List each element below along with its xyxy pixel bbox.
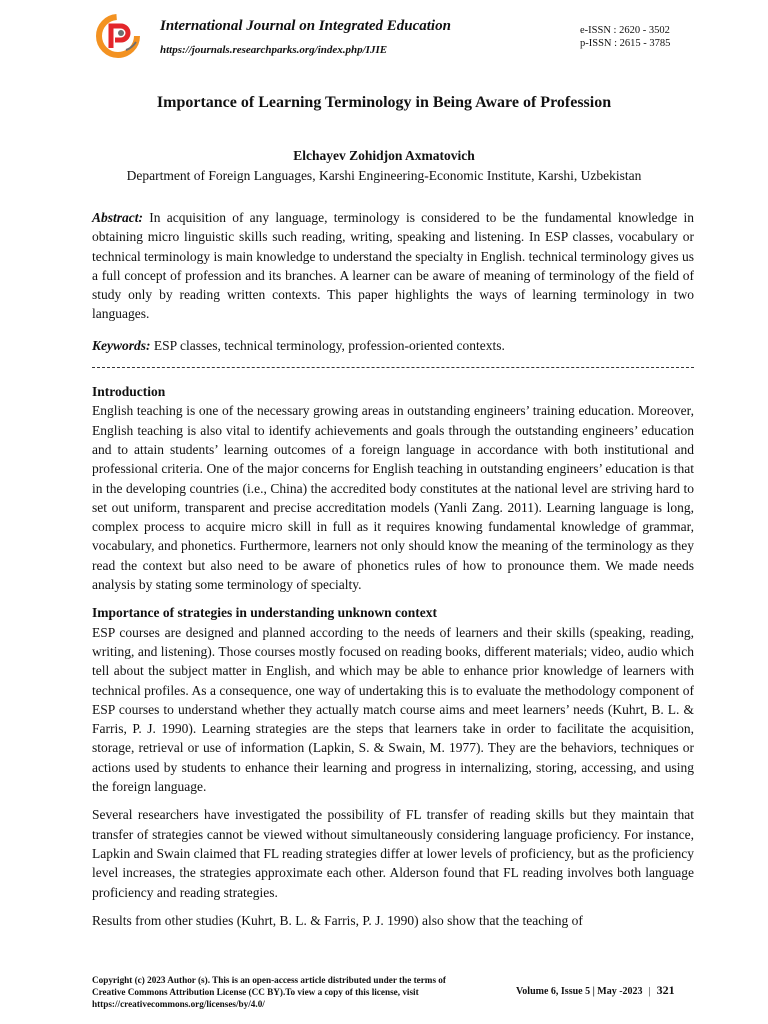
footer-separator: | xyxy=(648,986,651,997)
page-header xyxy=(0,0,768,70)
journal-url-link[interactable]: https://journals.researchparks.org/index.php/IJIE xyxy=(160,44,388,56)
keywords-label: Keywords: xyxy=(92,337,151,353)
introduction-paragraph: English teaching is one of the necessary growing areas in outstanding engineers’ training education. Moreover, English teaching is also vital to identify achievements and goals through the outstanding engineers’ education and to attain students’ learning outcomes of a foreign language in accordance with both institutional and professional criteria. One of the major concerns for English teaching in outstanding engineers’ education is that in the developing countries (i.e., China) the accredited body constitutes at the national level are striving hard to set out uniform, transparent and precise accreditation models (Yanli Zang. 2011). Learning language is long, complex process to acquire micro skill in full as it requires knowing fundamental knowledge of grammar, vocabulary, and phonetics. Furthermore, learners not only should know the meaning of the terminology as they read the context but also need to be aware of phonetics rules of how to pronounce them. We made needs analysis by stating some terminology of specialty. xyxy=(92,403,694,593)
volume-issue: Volume 6, Issue 5 | May -2023 xyxy=(516,986,643,997)
abstract-text: In acquisition of any language, terminology is considered to be the fundamental knowledge in obtaining micro linguistic skills such reading, writing, speaking and listening. In ESP classes, vocabulary or technical terminology is main knowledge to understand the specialty in English. technical terminology gives us a full concept of profession and its branches. A learner can be aware of meaning of terminology of the field of study only by reading written contexts. This paper highlights the ways of learning terminology in two languages. xyxy=(92,210,694,322)
author-name: Elchayev Zohidjon Axmatovich xyxy=(293,148,475,163)
copyright-notice: Copyright (c) 2023 Author (s). This is an open-access article distributed under the terms of Creative Commons Attribution License (CC BY).To view a copy of this license, visit https://creativecommons.org/licenses/by/4.0/ xyxy=(92,975,446,1009)
keywords xyxy=(92,336,694,355)
section-divider xyxy=(92,367,694,368)
abstract xyxy=(92,208,694,324)
journal-logo-icon xyxy=(96,14,142,60)
abstract-label: Abstract: xyxy=(92,210,144,225)
strategies-paragraph-1: ESP courses are designed and planned according to the needs of learners and their skills (speaking, reading, writing, and listening). Those courses mostly focused on reading books, different materials; video, audio which tell about the subject matter in English, and which may be able to enhance prior knowledge of learners with technical profiles. As a consequence, one way of undertaking this is to evaluate the methodology component of ESP courses to understand whether they actually match course aims and meet learners’ needs (Kuhrt, B. L. & Farris, P. J. 1990). Learning strategies are the steps that learners take in order to facilitate the acquisition, storage, retrieval or use of information (Lapkin, S. & Swain, M. 1977). They are the behaviors, techniques or actions used by students to enhance their learning and progress in internalizing, storing, accessing, and using the foreign language. xyxy=(92,624,694,795)
eissn: e-ISSN : 2620 - 3502 xyxy=(580,25,670,36)
introduction-heading: Introduction xyxy=(92,384,166,400)
author-affiliation: Department of Foreign Languages, Karshi Engineering-Economic Institute, Karshi, Uzbekistan xyxy=(126,168,642,183)
keywords-text: ESP classes, technical terminology, profession-oriented contexts. xyxy=(153,337,505,353)
strategies-paragraph-3: Results from other studies (Kuhrt, B. L. & Farris, P. J. 1990) also show that the teaching of xyxy=(92,912,583,928)
strategies-paragraph-2: Several researchers have investigated the possibility of FL transfer of reading skills but they maintain that transfer of strategies cannot be viewed without simultaneously considering language proficiency. For instance, Lapkin and Swain claimed that FL reading strategies differ at lower levels of proficiency, but as the proficiency level increases, the strategies approximate each other. Alderson found that FL reading involves both language proficiency and reading strategies. xyxy=(92,807,694,900)
issn-block xyxy=(580,24,670,50)
pissn: p-ISSN : 2615 - 3785 xyxy=(580,38,671,49)
article-body xyxy=(92,208,694,930)
article-title: Importance of Learning Terminology in Being Aware of Profession xyxy=(156,94,612,111)
page-number: 321 xyxy=(656,983,675,997)
page-footer-info xyxy=(516,983,675,998)
strategies-heading: Importance of strategies in understanding unknown context xyxy=(92,605,438,621)
journal-title: International Journal on Integrated Education xyxy=(160,18,451,34)
